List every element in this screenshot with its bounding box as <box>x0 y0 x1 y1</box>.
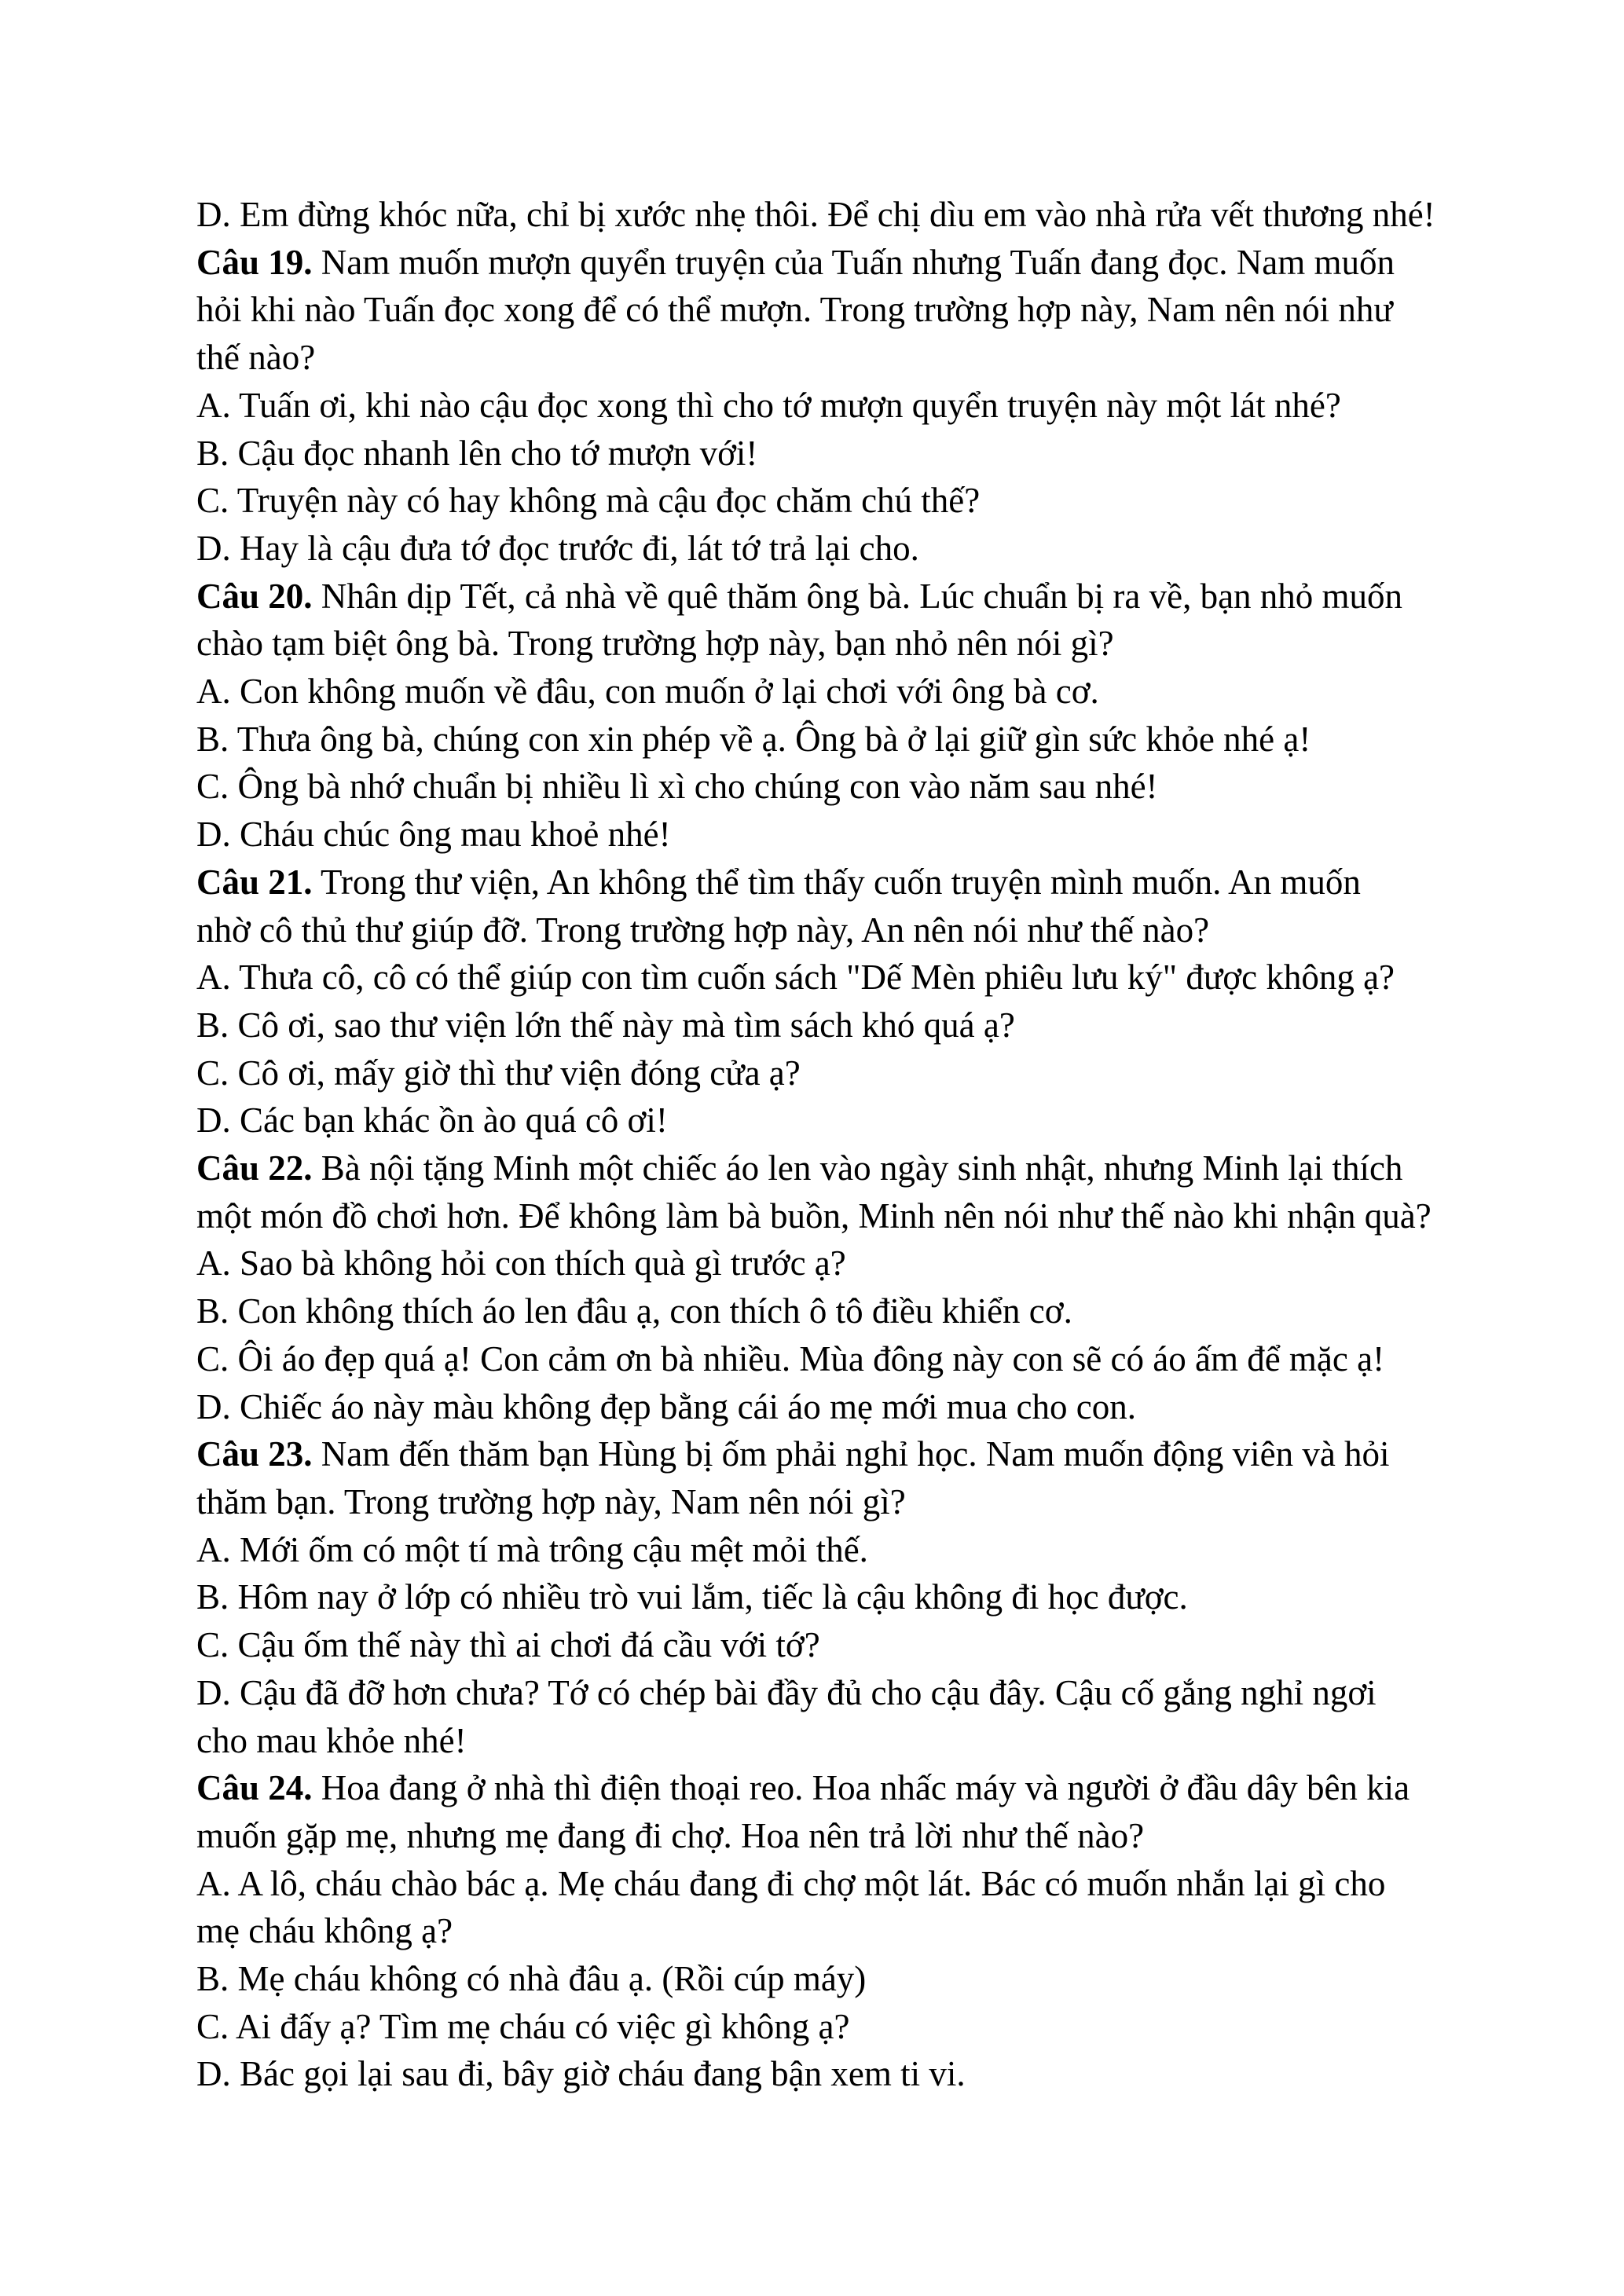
option-text: C. Ôi áo đẹp quá ạ! Con cảm ơn bà nhiều. Mùa đông này con sẽ có áo ấm để mặc ạ! <box>196 1338 1385 1379</box>
question-block <box>196 1430 1469 1764</box>
option-text: A. Tuấn ơi, khi nào cậu đọc xong thì cho tớ mượn quyển truyện này một lát nhé? <box>196 385 1341 425</box>
question-prompt <box>196 1144 1469 1192</box>
option-text: B. Cô ơi, sao thư viện lớn thế này mà tìm sách khó quá ạ? <box>196 1005 1015 1045</box>
option-text: D. Cậu đã đỡ hơn chưa? Tớ có chép bài đầy đủ cho cậu đây. Cậu cố gắng nghỉ ngơi <box>196 1672 1377 1712</box>
question-number: Câu 20. <box>196 576 313 616</box>
option-text: D. Bác gọi lại sau đi, bây giờ cháu đang bận xem ti vi. <box>196 2054 966 2094</box>
question-text: Trong thư viện, An không thể tìm thấy cuốn truyện mình muốn. An muốn <box>312 862 1361 902</box>
question-text: nhờ cô thủ thư giúp đỡ. Trong trường hợp này, An nên nói như thế nào? <box>196 910 1210 950</box>
option-text: B. Con không thích áo len đâu ạ, con thích ô tô điều khiển cơ. <box>196 1291 1072 1331</box>
question-text: muốn gặp mẹ, nhưng mẹ đang đi chợ. Hoa nên trả lời như thế nào? <box>196 1815 1145 1855</box>
option-text: B. Hôm nay ở lớp có nhiều trò vui lắm, tiếc là cậu không đi học được. <box>196 1577 1188 1617</box>
option-text: D. Chiếc áo này màu không đẹp bằng cái áo mẹ mới mua cho con. <box>196 1386 1136 1426</box>
option-text: A. Thưa cô, cô có thể giúp con tìm cuốn sách "Dế Mèn phiêu lưu ký" được không ạ? <box>196 958 1395 998</box>
question-text: hỏi khi nào Tuấn đọc xong để có thể mượn. Trong trường hợp này, Nam nên nói như <box>196 290 1393 330</box>
question-text: Nam đến thăm bạn Hùng bị ốm phải nghỉ học. Nam muốn động viên và hỏi <box>312 1434 1390 1474</box>
question-block <box>196 1764 1469 2098</box>
question-text: chào tạm biệt ông bà. Trong trường hợp này, bạn nhỏ nên nói gì? <box>196 624 1114 664</box>
question-prompt <box>196 1430 1469 1478</box>
question-prompt <box>196 239 1469 287</box>
question-number: Câu 22. <box>196 1148 313 1188</box>
question-text: Nhân dịp Tết, cả nhà về quê thăm ông bà. Lúc chuẩn bị ra về, bạn nhỏ muốn <box>312 576 1403 616</box>
question-number: Câu 24. <box>196 1768 313 1808</box>
option-text: C. Ai đấy ạ? Tìm mẹ cháu có việc gì không ạ? <box>196 2006 850 2046</box>
option-text: A. A lô, cháu chào bác ạ. Mẹ cháu đang đi chợ một lát. Bác có muốn nhắn lại gì cho <box>196 1863 1386 1903</box>
question-block <box>196 859 1469 1144</box>
option-text: D. Cháu chúc ông mau khoẻ nhé! <box>196 815 671 855</box>
option-text: A. Con không muốn về đâu, con muốn ở lại chơi với ông bà cơ. <box>196 672 1099 712</box>
option-text: D. Em đừng khóc nữa, chỉ bị xước nhẹ thôi. Để chị dìu em vào nhà rửa vết thương nhé! <box>196 195 1435 234</box>
option-text: B. Thưa ông bà, chúng con xin phép về ạ. Ông bà ở lại giữ gìn sức khỏe nhé ạ! <box>196 719 1311 759</box>
question-text: Hoa đang ở nhà thì điện thoại reo. Hoa nhấc máy và người ở đầu dây bên kia <box>312 1768 1410 1808</box>
question-block <box>196 1144 1469 1430</box>
question-number: Câu 23. <box>196 1434 313 1474</box>
option-text: mẹ cháu không ạ? <box>196 1911 453 1951</box>
option-text: B. Cậu đọc nhanh lên cho tớ mượn với! <box>196 433 758 473</box>
option-text: C. Cậu ốm thế này thì ai chơi đá cầu với tớ? <box>196 1625 820 1665</box>
option-text: C. Ông bà nhớ chuẩn bị nhiều lì xì cho chúng con vào năm sau nhé! <box>196 767 1158 807</box>
question-text: Nam muốn mượn quyển truyện của Tuấn nhưng Tuấn đang đọc. Nam muốn <box>312 242 1395 282</box>
question-text: thăm bạn. Trong trường hợp này, Nam nên nói gì? <box>196 1481 906 1522</box>
question-prompt <box>196 573 1469 621</box>
question-prompt <box>196 859 1469 906</box>
question-prompt <box>196 1764 1469 1812</box>
option-text: B. Mẹ cháu không có nhà đâu ạ. (Rồi cúp máy) <box>196 1959 867 1999</box>
question-number: Câu 21. <box>196 862 313 902</box>
option-text: C. Truyện này có hay không mà cậu đọc chăm chú thế? <box>196 481 981 521</box>
question-block <box>196 239 1469 573</box>
question-text: thế nào? <box>196 338 316 378</box>
option-text: A. Mới ốm có một tí mà trông cậu mệt mỏi thế. <box>196 1529 868 1569</box>
option-text: cho mau khỏe nhé! <box>196 1720 467 1760</box>
option-text: D. Hay là cậu đưa tớ đọc trước đi, lát tớ trả lại cho. <box>196 528 919 568</box>
option-text: A. Sao bà không hỏi con thích quà gì trước ạ? <box>196 1243 846 1283</box>
question-number: Câu 19. <box>196 242 313 282</box>
document-page <box>196 191 1469 2098</box>
option-text: C. Cô ơi, mấy giờ thì thư viện đóng cửa ạ? <box>196 1053 801 1093</box>
option-text: D. Các bạn khác ồn ào quá cô ơi! <box>196 1100 668 1141</box>
question-block <box>196 573 1469 859</box>
question-text: Bà nội tặng Minh một chiếc áo len vào ngày sinh nhật, nhưng Minh lại thích <box>312 1148 1403 1188</box>
question-text: một món đồ chơi hơn. Để không làm bà buồn, Minh nên nói như thế nào khi nhận quà? <box>196 1196 1432 1236</box>
